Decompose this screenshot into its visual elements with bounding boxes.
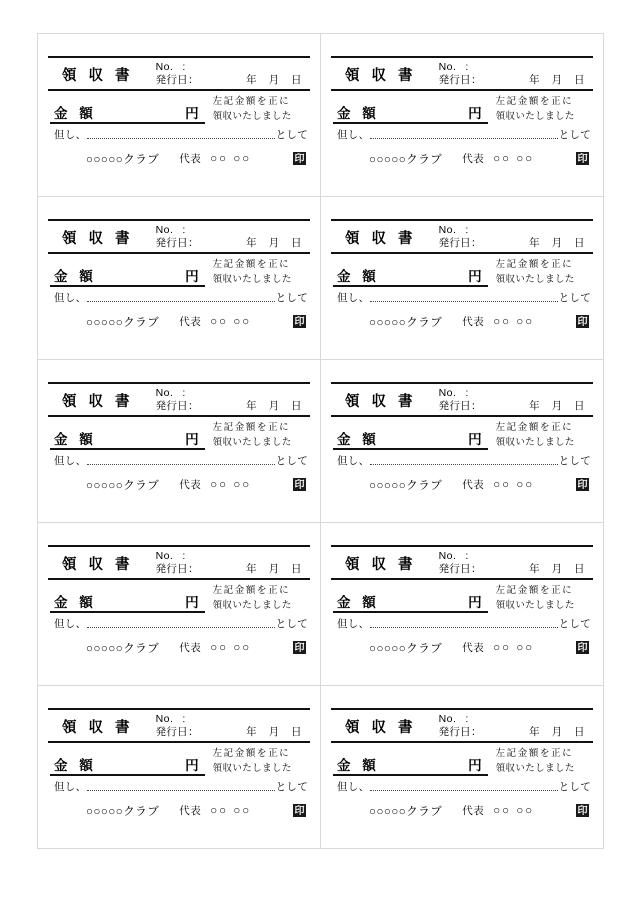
receipt-number-label: No. bbox=[438, 224, 457, 236]
receipt-number-colon: : bbox=[465, 224, 469, 236]
issue-date-ymd: 年 月 日 bbox=[246, 563, 306, 576]
currency-unit: 円 bbox=[185, 432, 199, 448]
purpose-suffix: として bbox=[275, 291, 308, 304]
currency-unit: 円 bbox=[185, 595, 199, 611]
receipt-card[interactable] bbox=[38, 197, 321, 360]
organization-name: ○○○○○クラブ bbox=[369, 316, 443, 329]
note-line-2: 領収いたしました bbox=[495, 599, 575, 611]
receipt-header-fields bbox=[439, 387, 593, 413]
receipt-purpose-field[interactable] bbox=[331, 451, 593, 468]
note-line-1: 左記金額を正に bbox=[495, 422, 574, 434]
amount-label: 金 額 bbox=[337, 432, 380, 448]
organization-name: ○○○○○クラブ bbox=[86, 479, 160, 492]
currency-unit: 円 bbox=[468, 269, 482, 285]
amount-label: 金 額 bbox=[54, 432, 97, 448]
amount-column bbox=[48, 94, 205, 124]
organization-name: ○○○○○クラブ bbox=[86, 153, 160, 166]
receipt-number-field[interactable] bbox=[439, 387, 593, 400]
receipt-number-label: No. bbox=[155, 224, 174, 236]
receipt-header-fields bbox=[156, 713, 310, 739]
receipt-purpose-field[interactable] bbox=[48, 125, 310, 142]
purpose-label: 但し、 bbox=[54, 291, 87, 304]
amount-column bbox=[331, 420, 488, 450]
representative-label: 代表 bbox=[179, 642, 202, 655]
note-line-2: 領収いたしました bbox=[212, 273, 292, 285]
issue-date-label: 発行日： bbox=[155, 74, 199, 87]
receipt-card[interactable] bbox=[38, 360, 321, 523]
purpose-suffix: として bbox=[275, 128, 308, 141]
amount-column bbox=[48, 583, 205, 613]
purpose-suffix: として bbox=[275, 780, 308, 793]
issue-date-field[interactable] bbox=[156, 726, 310, 739]
receipt-amount-section bbox=[48, 417, 310, 450]
note-line-1: 左記金額を正に bbox=[495, 748, 574, 760]
issue-date-field[interactable] bbox=[439, 563, 593, 576]
purpose-label: 但し、 bbox=[337, 454, 370, 467]
purpose-dotted-line[interactable] bbox=[87, 618, 274, 628]
issue-date-ymd: 年 月 日 bbox=[529, 726, 589, 739]
receipt-title: 領 収 書 bbox=[345, 394, 417, 410]
representative-label: 代表 bbox=[462, 479, 485, 492]
amount-column bbox=[331, 746, 488, 776]
receipt-card-body bbox=[48, 708, 310, 819]
purpose-dotted-line[interactable] bbox=[370, 129, 557, 139]
receipt-card[interactable] bbox=[321, 360, 604, 523]
amount-column bbox=[331, 257, 488, 287]
receipt-number-field[interactable] bbox=[156, 387, 310, 400]
representative-name: ○○ ○○ bbox=[210, 315, 252, 328]
representative-name: ○○ ○○ bbox=[493, 641, 535, 654]
receipt-amount-section bbox=[331, 417, 593, 450]
representative-name: ○○ ○○ bbox=[210, 152, 252, 165]
amount-field[interactable] bbox=[333, 583, 488, 613]
seal-stamp-icon: 印 bbox=[294, 154, 305, 166]
receipt-card[interactable] bbox=[321, 523, 604, 686]
receipt-acknowledgement-note bbox=[205, 94, 310, 124]
representative-name: ○○ ○○ bbox=[210, 804, 252, 817]
receipt-header-fields bbox=[439, 61, 593, 87]
receipt-signature-row bbox=[48, 794, 310, 819]
receipt-card[interactable] bbox=[321, 34, 604, 197]
receipt-card-body bbox=[48, 545, 310, 656]
receipt-signature-row bbox=[331, 468, 593, 493]
receipt-number-colon: : bbox=[182, 224, 186, 236]
note-line-1: 左記金額を正に bbox=[212, 96, 291, 108]
representative-name: ○○ ○○ bbox=[493, 152, 535, 165]
receipt-purpose-field[interactable] bbox=[331, 777, 593, 794]
note-line-1: 左記金額を正に bbox=[212, 259, 291, 271]
receipt-purpose-field[interactable] bbox=[331, 614, 593, 631]
receipt-purpose-field[interactable] bbox=[48, 614, 310, 631]
receipt-signature-row bbox=[48, 305, 310, 330]
organization-name: ○○○○○クラブ bbox=[86, 316, 160, 329]
purpose-suffix: として bbox=[558, 780, 591, 793]
receipt-header bbox=[331, 221, 593, 252]
note-line-2: 領収いたしました bbox=[212, 110, 292, 122]
issue-date-field[interactable] bbox=[156, 74, 310, 87]
receipt-number-colon: : bbox=[182, 61, 186, 73]
purpose-dotted-line[interactable] bbox=[87, 129, 274, 139]
receipt-header-fields bbox=[156, 387, 310, 413]
amount-column bbox=[331, 94, 488, 124]
representative-label: 代表 bbox=[179, 316, 202, 329]
receipt-header bbox=[48, 221, 310, 252]
amount-field[interactable] bbox=[333, 94, 488, 124]
currency-unit: 円 bbox=[468, 432, 482, 448]
purpose-label: 但し、 bbox=[337, 617, 370, 630]
receipt-number-label: No. bbox=[155, 387, 174, 399]
receipt-card-body bbox=[331, 219, 593, 330]
receipt-number-label: No. bbox=[155, 550, 174, 562]
representative-label: 代表 bbox=[179, 153, 202, 166]
amount-label: 金 額 bbox=[54, 758, 97, 774]
receipt-acknowledgement-note bbox=[205, 746, 310, 776]
receipt-purpose-field[interactable] bbox=[331, 125, 593, 142]
receipt-number-field[interactable] bbox=[439, 713, 593, 726]
purpose-suffix: として bbox=[275, 454, 308, 467]
receipt-title: 領 収 書 bbox=[345, 720, 417, 736]
receipt-acknowledgement-note bbox=[205, 420, 310, 450]
note-line-1: 左記金額を正に bbox=[212, 422, 291, 434]
receipt-acknowledgement-note bbox=[488, 583, 593, 613]
receipt-signature-row bbox=[331, 794, 593, 819]
organization-name: ○○○○○クラブ bbox=[369, 153, 443, 166]
note-line-1: 左記金額を正に bbox=[495, 96, 574, 108]
receipt-header bbox=[48, 710, 310, 741]
receipt-acknowledgement-note bbox=[205, 257, 310, 287]
organization-name: ○○○○○クラブ bbox=[86, 805, 160, 818]
issue-date-field[interactable] bbox=[439, 726, 593, 739]
amount-field[interactable] bbox=[333, 746, 488, 776]
purpose-dotted-line[interactable] bbox=[370, 781, 557, 791]
receipt-signature-row bbox=[331, 142, 593, 167]
receipt-purpose-field[interactable] bbox=[331, 288, 593, 305]
currency-unit: 円 bbox=[185, 106, 199, 122]
receipt-card[interactable] bbox=[38, 686, 321, 849]
receipt-card-body bbox=[331, 382, 593, 493]
receipt-header-fields bbox=[156, 550, 310, 576]
receipt-acknowledgement-note bbox=[488, 420, 593, 450]
receipt-title: 領 収 書 bbox=[345, 231, 417, 247]
purpose-label: 但し、 bbox=[337, 291, 370, 304]
receipt-number-field[interactable] bbox=[156, 61, 310, 74]
organization-name: ○○○○○クラブ bbox=[369, 642, 443, 655]
issue-date-ymd: 年 月 日 bbox=[246, 74, 306, 87]
representative-label: 代表 bbox=[462, 153, 485, 166]
receipt-card[interactable] bbox=[321, 197, 604, 360]
receipt-number-field[interactable] bbox=[439, 61, 593, 74]
note-line-2: 領収いたしました bbox=[495, 762, 575, 774]
purpose-label: 但し、 bbox=[54, 128, 87, 141]
receipt-amount-section bbox=[48, 254, 310, 287]
receipt-card[interactable] bbox=[38, 34, 321, 197]
receipt-card-body bbox=[48, 219, 310, 330]
receipt-amount-section bbox=[331, 254, 593, 287]
receipt-number-label: No. bbox=[155, 713, 174, 725]
amount-label: 金 額 bbox=[54, 595, 97, 611]
purpose-suffix: として bbox=[275, 617, 308, 630]
receipt-number-colon: : bbox=[182, 713, 186, 725]
receipt-title: 領 収 書 bbox=[62, 394, 134, 410]
receipt-header-fields bbox=[439, 224, 593, 250]
seal-stamp-icon: 印 bbox=[577, 317, 588, 329]
receipt-number-field[interactable] bbox=[439, 224, 593, 237]
receipt-number-field[interactable] bbox=[156, 713, 310, 726]
currency-unit: 円 bbox=[468, 758, 482, 774]
representative-name: ○○ ○○ bbox=[210, 641, 252, 654]
purpose-dotted-line[interactable] bbox=[87, 781, 274, 791]
issue-date-field[interactable] bbox=[156, 237, 310, 250]
purpose-label: 但し、 bbox=[54, 617, 87, 630]
receipt-amount-section bbox=[331, 580, 593, 613]
receipt-purpose-field[interactable] bbox=[48, 451, 310, 468]
receipt-header bbox=[48, 547, 310, 578]
issue-date-ymd: 年 月 日 bbox=[529, 237, 589, 250]
issue-date-label: 発行日： bbox=[438, 237, 482, 250]
note-line-1: 左記金額を正に bbox=[495, 585, 574, 597]
amount-column bbox=[48, 420, 205, 450]
seal-stamp-icon: 印 bbox=[294, 480, 305, 492]
issue-date-ymd: 年 月 日 bbox=[246, 400, 306, 413]
representative-name: ○○ ○○ bbox=[493, 315, 535, 328]
purpose-dotted-line[interactable] bbox=[370, 455, 557, 465]
receipt-amount-section bbox=[48, 580, 310, 613]
amount-label: 金 額 bbox=[337, 269, 380, 285]
note-line-1: 左記金額を正に bbox=[212, 748, 291, 760]
representative-name: ○○ ○○ bbox=[493, 804, 535, 817]
receipt-amount-section bbox=[331, 743, 593, 776]
note-line-2: 領収いたしました bbox=[212, 436, 292, 448]
issue-date-label: 発行日： bbox=[155, 563, 199, 576]
receipt-header-fields bbox=[156, 61, 310, 87]
amount-field[interactable] bbox=[50, 746, 205, 776]
receipt-number-colon: : bbox=[465, 550, 469, 562]
issue-date-field[interactable] bbox=[439, 400, 593, 413]
purpose-suffix: として bbox=[558, 128, 591, 141]
purpose-dotted-line[interactable] bbox=[370, 292, 557, 302]
receipt-header bbox=[48, 58, 310, 89]
seal-stamp-icon: 印 bbox=[294, 806, 305, 818]
receipt-signature-row bbox=[331, 305, 593, 330]
issue-date-field[interactable] bbox=[156, 400, 310, 413]
issue-date-label: 発行日： bbox=[438, 726, 482, 739]
note-line-1: 左記金額を正に bbox=[212, 585, 291, 597]
currency-unit: 円 bbox=[468, 106, 482, 122]
currency-unit: 円 bbox=[468, 595, 482, 611]
receipt-card-body bbox=[48, 382, 310, 493]
receipt-title: 領 収 書 bbox=[62, 720, 134, 736]
note-line-2: 領収いたしました bbox=[495, 110, 575, 122]
receipt-acknowledgement-note bbox=[205, 583, 310, 613]
issue-date-ymd: 年 月 日 bbox=[529, 400, 589, 413]
purpose-suffix: として bbox=[558, 291, 591, 304]
organization-name: ○○○○○クラブ bbox=[369, 805, 443, 818]
receipt-amount-section bbox=[48, 743, 310, 776]
issue-date-ymd: 年 月 日 bbox=[246, 726, 306, 739]
purpose-label: 但し、 bbox=[337, 780, 370, 793]
amount-field[interactable] bbox=[50, 583, 205, 613]
purpose-label: 但し、 bbox=[54, 780, 87, 793]
receipt-signature-row bbox=[48, 142, 310, 167]
issue-date-label: 発行日： bbox=[155, 726, 199, 739]
purpose-suffix: として bbox=[558, 617, 591, 630]
receipt-number-colon: : bbox=[465, 387, 469, 399]
representative-label: 代表 bbox=[462, 642, 485, 655]
receipt-number-colon: : bbox=[182, 550, 186, 562]
note-line-2: 領収いたしました bbox=[212, 599, 292, 611]
currency-unit: 円 bbox=[185, 269, 199, 285]
receipt-amount-section bbox=[48, 91, 310, 124]
issue-date-ymd: 年 月 日 bbox=[246, 237, 306, 250]
issue-date-field[interactable] bbox=[156, 563, 310, 576]
receipt-number-colon: : bbox=[182, 387, 186, 399]
note-line-2: 領収いたしました bbox=[212, 762, 292, 774]
seal-stamp-icon: 印 bbox=[577, 806, 588, 818]
purpose-suffix: として bbox=[558, 454, 591, 467]
receipt-purpose-field[interactable] bbox=[48, 288, 310, 305]
receipt-number-field[interactable] bbox=[156, 224, 310, 237]
representative-label: 代表 bbox=[462, 805, 485, 818]
receipt-card[interactable] bbox=[38, 523, 321, 686]
receipt-signature-row bbox=[48, 468, 310, 493]
organization-name: ○○○○○クラブ bbox=[86, 642, 160, 655]
receipt-number-colon: : bbox=[465, 61, 469, 73]
amount-field[interactable] bbox=[50, 94, 205, 124]
representative-name: ○○ ○○ bbox=[493, 478, 535, 491]
seal-stamp-icon: 印 bbox=[577, 154, 588, 166]
receipt-header-fields bbox=[439, 550, 593, 576]
receipt-card-body bbox=[331, 545, 593, 656]
amount-label: 金 額 bbox=[337, 106, 380, 122]
purpose-dotted-line[interactable] bbox=[87, 455, 274, 465]
receipt-acknowledgement-note bbox=[488, 746, 593, 776]
receipt-number-colon: : bbox=[465, 713, 469, 725]
purpose-label: 但し、 bbox=[54, 454, 87, 467]
currency-unit: 円 bbox=[185, 758, 199, 774]
note-line-2: 領収いたしました bbox=[495, 273, 575, 285]
receipt-number-field[interactable] bbox=[156, 550, 310, 563]
receipt-number-label: No. bbox=[438, 713, 457, 725]
amount-label: 金 額 bbox=[337, 595, 380, 611]
issue-date-ymd: 年 月 日 bbox=[529, 563, 589, 576]
receipt-card[interactable] bbox=[321, 686, 604, 849]
issue-date-ymd: 年 月 日 bbox=[529, 74, 589, 87]
representative-label: 代表 bbox=[462, 316, 485, 329]
representative-name: ○○ ○○ bbox=[210, 478, 252, 491]
receipt-acknowledgement-note bbox=[488, 257, 593, 287]
receipt-amount-section bbox=[331, 91, 593, 124]
amount-field[interactable] bbox=[333, 257, 488, 287]
issue-date-label: 発行日： bbox=[155, 237, 199, 250]
amount-field[interactable] bbox=[333, 420, 488, 450]
amount-label: 金 額 bbox=[337, 758, 380, 774]
receipt-number-label: No. bbox=[438, 61, 457, 73]
amount-field[interactable] bbox=[50, 257, 205, 287]
receipt-header bbox=[331, 710, 593, 741]
seal-stamp-icon: 印 bbox=[577, 480, 588, 492]
amount-field[interactable] bbox=[50, 420, 205, 450]
amount-label: 金 額 bbox=[54, 269, 97, 285]
receipt-card-body bbox=[48, 56, 310, 167]
receipt-header-fields bbox=[156, 224, 310, 250]
seal-stamp-icon: 印 bbox=[294, 643, 305, 655]
representative-label: 代表 bbox=[179, 479, 202, 492]
receipt-number-field[interactable] bbox=[439, 550, 593, 563]
receipt-header-fields bbox=[439, 713, 593, 739]
note-line-1: 左記金額を正に bbox=[495, 259, 574, 271]
seal-stamp-icon: 印 bbox=[294, 317, 305, 329]
receipt-header bbox=[331, 384, 593, 415]
issue-date-label: 発行日： bbox=[155, 400, 199, 413]
amount-column bbox=[48, 257, 205, 287]
representative-label: 代表 bbox=[179, 805, 202, 818]
amount-column bbox=[331, 583, 488, 613]
seal-stamp-icon: 印 bbox=[577, 643, 588, 655]
receipt-card-body bbox=[331, 56, 593, 167]
receipt-title: 領 収 書 bbox=[62, 231, 134, 247]
amount-column bbox=[48, 746, 205, 776]
purpose-dotted-line[interactable] bbox=[370, 618, 557, 628]
purpose-dotted-line[interactable] bbox=[87, 292, 274, 302]
receipt-header bbox=[331, 547, 593, 578]
receipt-grid bbox=[37, 33, 604, 849]
receipt-header bbox=[48, 384, 310, 415]
issue-date-label: 発行日： bbox=[438, 563, 482, 576]
receipt-number-label: No. bbox=[438, 387, 457, 399]
receipt-signature-row bbox=[331, 631, 593, 656]
receipt-number-label: No. bbox=[438, 550, 457, 562]
purpose-label: 但し、 bbox=[337, 128, 370, 141]
receipt-purpose-field[interactable] bbox=[48, 777, 310, 794]
issue-date-label: 発行日： bbox=[438, 74, 482, 87]
receipt-title: 領 収 書 bbox=[62, 557, 134, 573]
amount-label: 金 額 bbox=[54, 106, 97, 122]
receipt-title: 領 収 書 bbox=[345, 68, 417, 84]
receipt-number-label: No. bbox=[155, 61, 174, 73]
receipt-title: 領 収 書 bbox=[345, 557, 417, 573]
issue-date-field[interactable] bbox=[439, 237, 593, 250]
receipt-acknowledgement-note bbox=[488, 94, 593, 124]
issue-date-label: 発行日： bbox=[438, 400, 482, 413]
receipt-header bbox=[331, 58, 593, 89]
issue-date-field[interactable] bbox=[439, 74, 593, 87]
receipt-title: 領 収 書 bbox=[62, 68, 134, 84]
note-line-2: 領収いたしました bbox=[495, 436, 575, 448]
organization-name: ○○○○○クラブ bbox=[369, 479, 443, 492]
receipt-card-body bbox=[331, 708, 593, 819]
receipt-signature-row bbox=[48, 631, 310, 656]
